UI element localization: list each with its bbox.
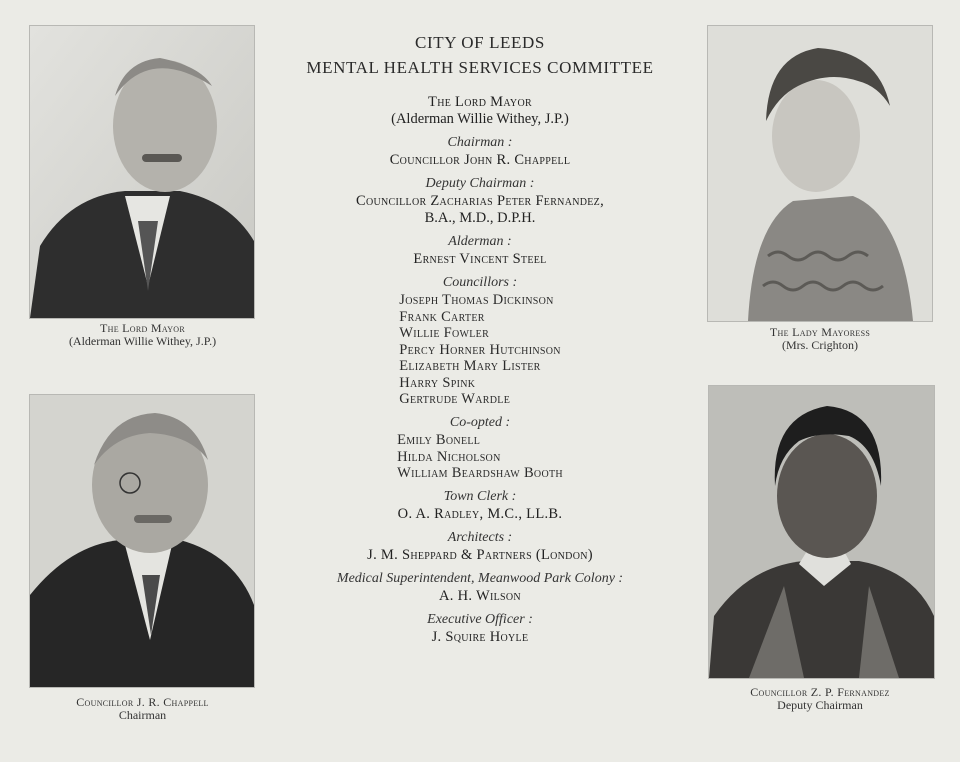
deputy-chairman-role: Deputy Chairman : [425,176,535,191]
deputy-chairman-name-line1: Councillor Zacharias Peter Fernandez, [355,193,605,209]
lady-mayoress-caption-title: The Lady Mayoress [769,325,871,339]
alderman-role: Alderman : [448,234,512,249]
co-opted-list [397,432,563,482]
chairman-name: Councillor John R. Chappell [389,152,571,168]
town-clerk-name: O. A. Radley, M.C., LL.B. [397,506,563,522]
lord-mayor-caption-name: (Alderman Willie Withey, J.P.) [68,334,217,348]
chappell-caption [20,696,265,722]
co-opted-name: William Beardshaw Booth [397,465,563,481]
deputy-chairman-name-line2: B.A., M.D., D.P.H. [424,210,536,226]
committee-heading: MENTAL HEALTH SERVICES COMMITTEE [306,58,654,77]
architects-name: J. M. Sheppard & Partners (London) [367,547,593,563]
councillor-name: Joseph Thomas Dickinson [399,292,554,308]
co-opted-role: Co-opted : [449,415,511,430]
councillor-name: Percy Horner Hutchinson [399,341,561,358]
chappell-caption-name-text: Councillor J. R. Chappell [76,695,209,709]
lord-mayor-portrait [29,25,255,319]
committee-listing [280,30,680,646]
co-opted-name: Emily Bonell [397,432,481,448]
lady-mayoress-caption [700,326,940,352]
fernandez-caption-role: Deputy Chairman [777,698,863,712]
lady-mayoress-caption-name: (Mrs. Crighton) [782,338,858,352]
councillor-name: Elizabeth Mary Lister [399,358,541,374]
fernandez-caption [700,686,940,712]
executive-officer-role: Executive Officer : [427,612,533,627]
councillor-name: Willie Fowler [399,325,490,341]
councillors-list [399,292,561,408]
lord-mayor-caption [20,322,265,348]
lord-mayor-name: (Alderman Willie Withey, J.P.) [391,111,569,127]
chappell-caption-role: Chairman [118,708,167,722]
co-opted-name: Hilda Nicholson [397,448,501,465]
town-clerk-role: Town Clerk : [443,489,517,504]
medical-superintendent-name: A. H. Wilson [439,588,521,604]
fernandez-portrait [708,385,935,679]
architects-role: Architects : [447,530,513,545]
chairman-role: Chairman : [447,135,513,150]
city-heading: CITY OF LEEDS [415,33,545,52]
lord-mayor-title: The Lord Mayor [428,94,532,110]
chappell-portrait [29,394,255,688]
councillors-role: Councillors : [442,275,518,290]
medical-superintendent-role: Medical Superintendent, Meanwood Park Colony : [336,571,624,586]
executive-officer-name: J. Squire Hoyle [431,629,529,645]
alderman-name: Ernest Vincent Steel [413,251,547,267]
councillor-name: Harry Spink [399,374,476,391]
lady-mayoress-portrait [707,25,933,322]
councillor-name: Gertrude Wardle [399,391,511,407]
lord-mayor-caption-title: The Lord Mayor [99,321,186,335]
fernandez-caption-name-text: Councillor Z. P. Fernandez [750,685,890,699]
councillor-name: Frank Carter [399,308,485,325]
